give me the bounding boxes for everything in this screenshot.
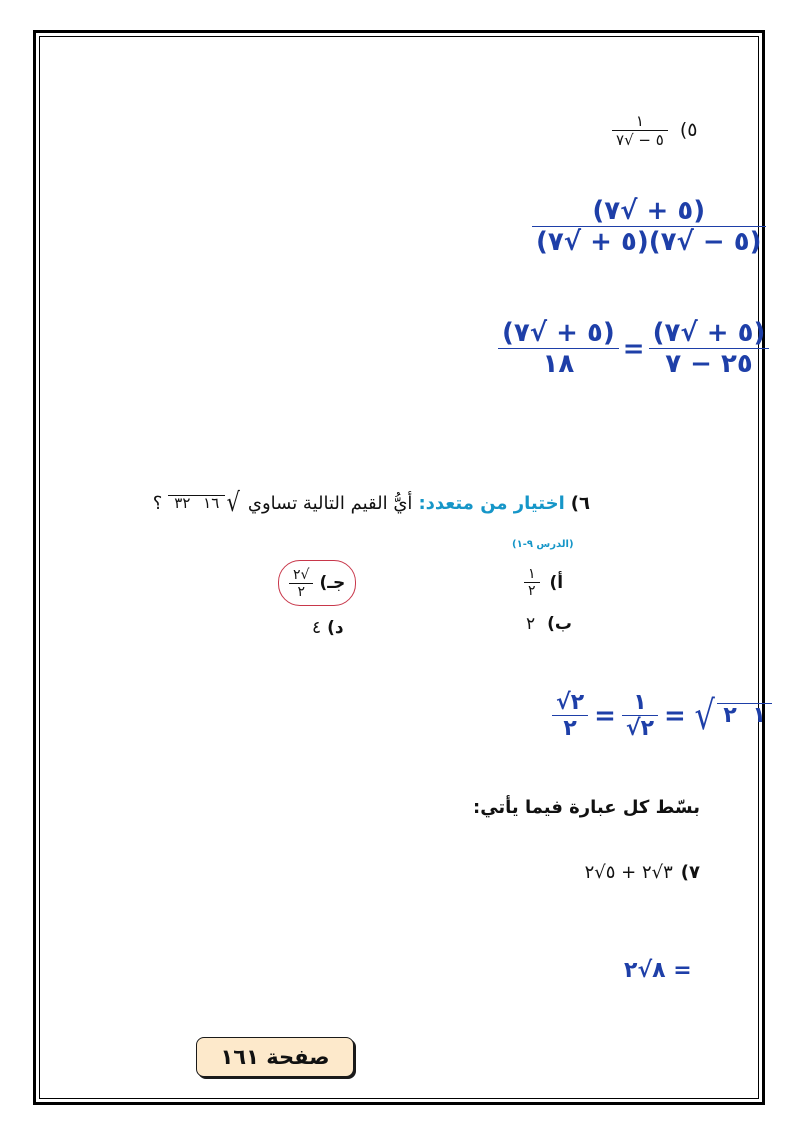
problem-6-question-text: أيُّ القيم التالية تساوي [247,492,413,514]
instruction-text: بسّط كل عبارة فيما يأتي: [473,797,700,818]
option-a-label: أ) [549,572,564,593]
fraction-numerator: √٢ [293,566,310,583]
problem-7-expression: ٣√٢ + ٥√٢ [584,862,673,883]
step-2-right-fraction [649,318,770,379]
problem-5 [612,112,697,149]
step-2-equation [498,318,769,379]
fraction-numerator: (٥ + √٧) [502,318,615,348]
fraction-denominator: √٢ [625,716,655,741]
fraction-denominator: ٣٢ [174,493,191,512]
option-d-label: د) [327,618,344,638]
equals-sign: = [622,333,645,364]
fraction-numerator: √٢ [556,690,585,715]
page-number-label: صفحة ١٦١ [220,1045,330,1069]
step-2-left-fraction [498,318,619,379]
option-d-value: ٤ [312,618,322,638]
fraction-numerator: ١ [752,703,766,729]
fraction-numerator: (٥ + √٧) [652,318,766,348]
fraction-denominator: ٢ [528,583,536,599]
option-b-label: ب) [547,614,572,634]
problem-7 [585,862,700,883]
fraction-denominator: ٢٥ − ٧ [665,349,753,379]
radical-sign-icon: √ [226,488,241,518]
fraction-numerator: ١ [633,690,647,715]
problem-6-question [153,488,590,518]
fraction-denominator: ٢ [723,703,737,729]
equals-sign: = [594,700,616,731]
option-c-correct [278,560,356,606]
problem-5-fraction [612,112,668,149]
problem-7-label: ٧) [680,862,700,883]
option-a [524,566,563,599]
radical-sign-icon: √ [694,692,715,739]
problem-6-label: ٦) [570,492,590,514]
fraction-denominator: ٢ [563,716,577,741]
fraction-denominator: (٥ − √٧)(٥ + √٧) [536,227,762,257]
option-d [312,618,344,638]
step-1-fraction [532,196,766,257]
fraction-denominator: ٥ − √٧ [616,131,664,149]
problem-5-label: ٥) [679,119,698,141]
fraction-denominator: ٢ [297,583,305,600]
fraction-numerator: ١ [528,566,536,582]
option-c-label: جـ) [319,573,346,593]
lesson-reference: (الدرس ٩-١) [512,539,574,550]
problem-6-radical [168,488,242,518]
step-3-equation [552,690,772,741]
fraction-numerator: (٥ + √٧) [592,196,706,226]
option-b-value: ٢ [526,614,536,634]
fraction-numerator: ١ [635,112,644,130]
fraction-numerator: ١٦ [203,493,220,512]
equals-sign: = [664,700,686,731]
question-mark: ؟ [152,492,163,514]
fraction-denominator: ١٨ [542,349,575,379]
option-b [526,614,572,634]
problem-6-heading: اختيار من متعدد: [418,492,565,514]
answer-7: = ٨√٢ [624,958,692,983]
page-number-badge [196,1037,354,1077]
